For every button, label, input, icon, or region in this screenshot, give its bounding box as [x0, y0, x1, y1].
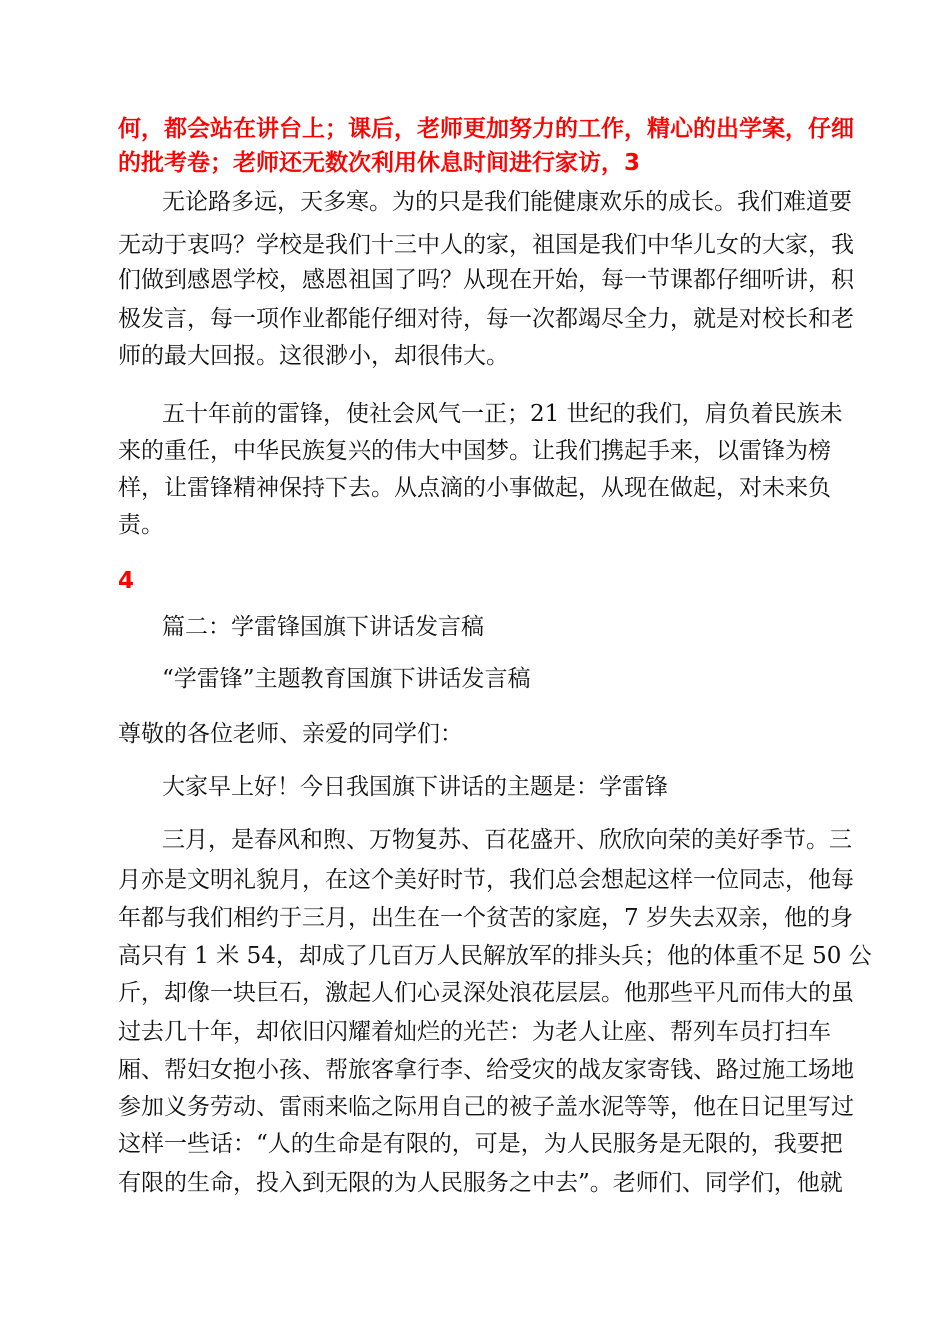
paragraph-2-line-3: 样，让雷锋精神保持下去。从点滴的小事做起，从现在做起，对未来负 [118, 475, 831, 501]
paragraph-3-line-7: 厢、帮妇女抱小孩、帮旅客拿行李、给受灾的战友家寄钱、路过施工场地 [118, 1057, 854, 1083]
paragraph-2-line-4: 责。 [118, 512, 164, 538]
paragraph-3-line-9: 这样一些话：“人的生命是有限的，可是，为人民服务是无限的，我要把 [118, 1131, 843, 1157]
red-line-2: 的批考卷；老师还无数次利用休息时间进行家访，3 [118, 150, 641, 176]
red-page-number: 4 [118, 568, 135, 594]
paragraph-3-line-4: 高只有 1 米 54，却成了几百万人民解放军的排头兵；他的体重不足 50 公 [118, 943, 872, 969]
paragraph-1-line-4: 极发言，每一项作业都能仔细对待，每一次都竭尽全力，就是对校长和老 [118, 306, 854, 332]
paragraph-1-line-3: 们做到感恩学校，感恩祖国了吗？从现在开始，每一节课都仔细听讲，积 [118, 267, 854, 293]
paragraph-3-line-6: 过去几十年，却依旧闪耀着灿烂的光芒：为老人让座、帮列车员打扫车 [118, 1019, 831, 1045]
red-line-1: 何，都会站在讲台上；课后，老师更加努力的工作，精心的出学案，仔细 [118, 116, 854, 142]
paragraph-3-line-1: 三月，是春风和煦、万物复苏、百花盛开、欣欣向荣的美好季节。三 [162, 827, 852, 853]
paragraph-3-line-10: 有限的生命，投入到无限的为人民服务之中去”。老师们、同学们，他就 [118, 1170, 843, 1196]
salutation: 尊敬的各位老师、亲爱的同学们： [118, 721, 463, 747]
section-title: 篇二：学雷锋国旗下讲话发言稿 [162, 614, 484, 640]
paragraph-1-line-1: 无论路多远，天多寒。为的只是我们能健康欢乐的成长。我们难道要 [162, 189, 852, 215]
paragraph-1-line-5: 师的最大回报。这很渺小，却很伟大。 [118, 343, 509, 369]
paragraph-2-line-1: 五十年前的雷锋，使社会风气一正；21 世纪的我们，肩负着民族未 [162, 401, 843, 427]
greeting: 大家早上好！今日我国旗下讲话的主题是：学雷锋 [162, 774, 668, 800]
speech-title: “学雷锋”主题教育国旗下讲话发言稿 [162, 666, 531, 692]
paragraph-3-line-5: 斤，却像一块巨石，激起人们心灵深处浪花层层。他那些平凡而伟大的虽 [118, 980, 854, 1006]
paragraph-3-line-2: 月亦是文明礼貌月，在这个美好时节，我们总会想起这样一位同志，他每 [118, 867, 854, 893]
paragraph-2-line-2: 来的重任，中华民族复兴的伟大中国梦。让我们携起手来，以雷锋为榜 [118, 438, 831, 464]
paragraph-3-line-3: 年都与我们相约于三月，出生在一个贫苦的家庭，7 岁失去双亲，他的身 [118, 905, 853, 931]
paragraph-3-line-8: 参加义务劳动、雷雨来临之际用自己的被子盖水泥等等，他在日记里写过 [118, 1094, 854, 1120]
paragraph-1-line-2: 无动于衷吗？学校是我们十三中人的家，祖国是我们中华儿女的大家，我 [118, 232, 854, 258]
